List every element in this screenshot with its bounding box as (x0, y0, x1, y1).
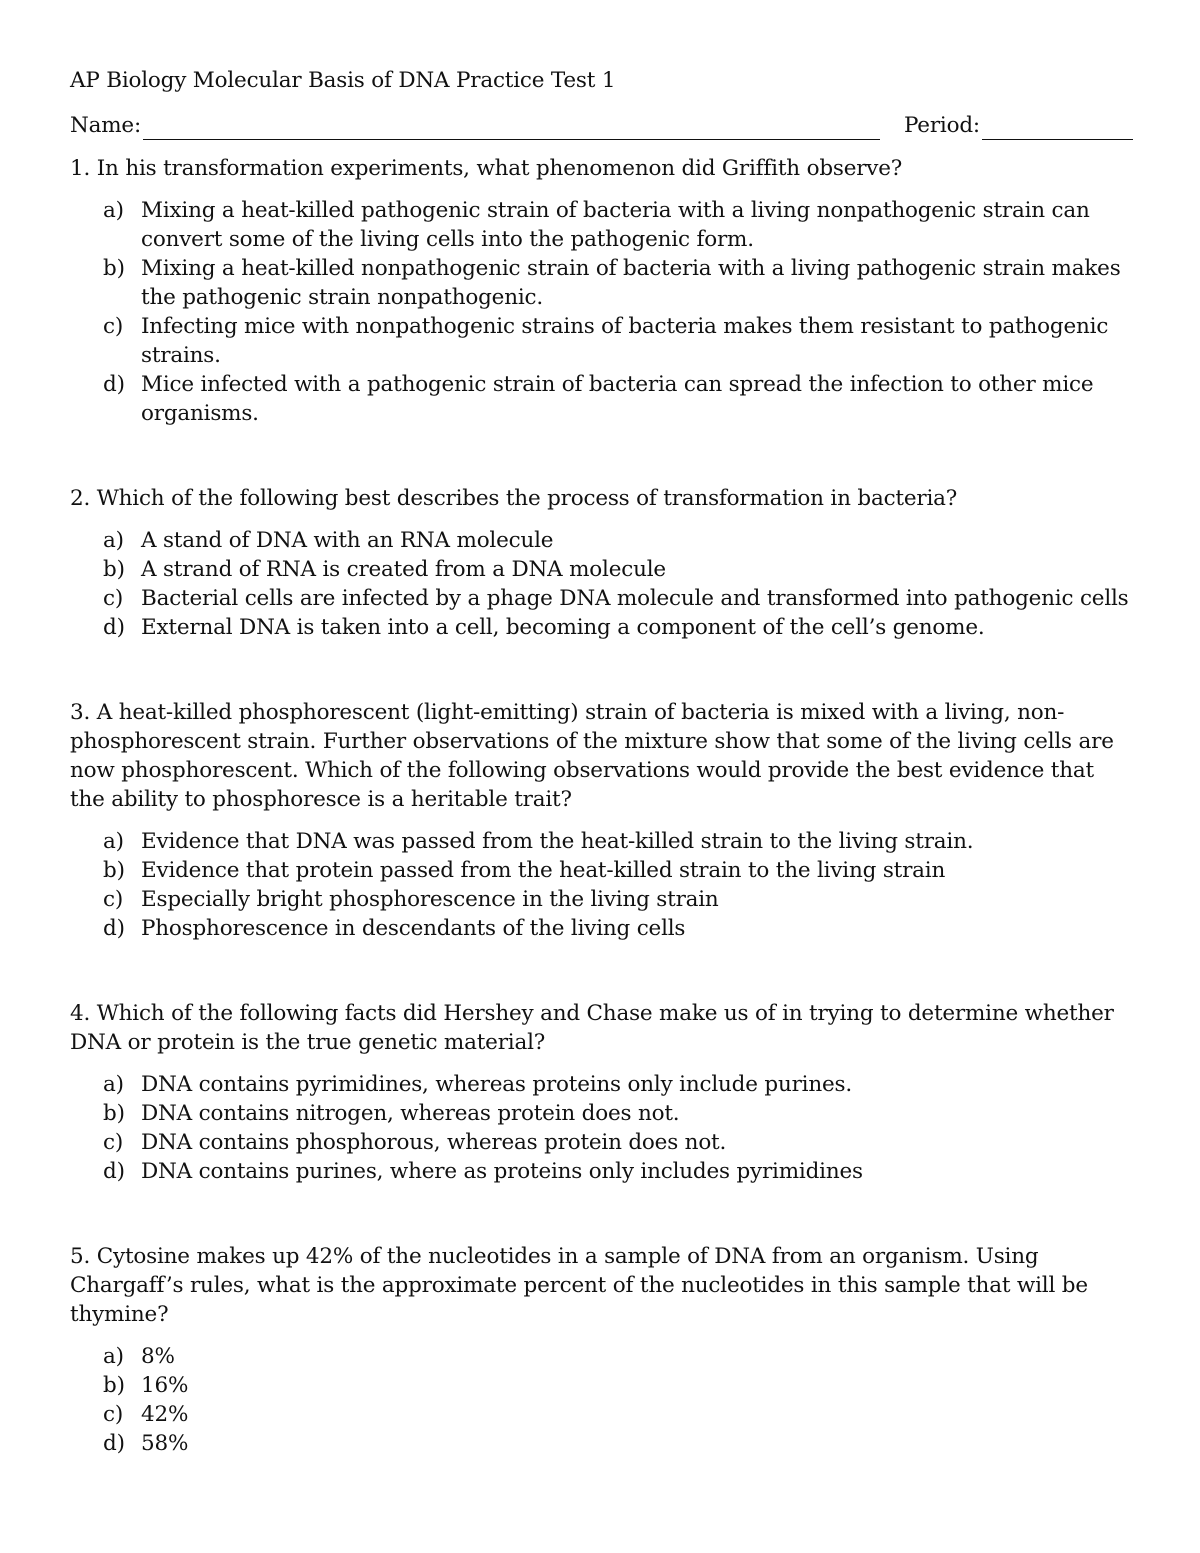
answer-option[interactable] (103, 1342, 1135, 1371)
option-letter: c) (103, 1402, 124, 1427)
option-text: 58% (141, 1431, 189, 1456)
option-letter: d) (103, 1431, 125, 1456)
spacer (70, 943, 1135, 999)
option-text: Bacterial cells are infected by a phage DNA molecule and transformed into pathogenic cells (141, 586, 1129, 611)
option-letter: a) (103, 528, 124, 553)
answer-option[interactable] (103, 856, 1135, 885)
question-text: 3. A heat-killed phosphorescent (light-emitting) strain of bacteria is mixed with a living, non-phosphorescent strain. Further observations of the mixture show that some of the living cells are now phosphorescent. Which of the following observations would provide the best evidence that the ability to phosphoresce is a heritable trait? (70, 700, 1114, 812)
option-text: Mixing a heat-killed nonpathogenic strain of bacteria with a living pathogenic strain makes the pathogenic strain nonpathogenic. (141, 256, 1121, 310)
question-text: 2. Which of the following best describes the process of transformation in bacteria? (70, 486, 958, 511)
option-letter: c) (103, 887, 124, 912)
answer-option[interactable] (103, 370, 1135, 428)
option-letter: d) (103, 1159, 125, 1184)
answer-option[interactable] (103, 254, 1135, 312)
option-text: DNA contains purines, where as proteins only includes pyrimidines (141, 1159, 863, 1184)
option-letter: b) (103, 1373, 125, 1398)
option-letter: a) (103, 1072, 124, 1097)
option-letter: b) (103, 557, 125, 582)
answer-option[interactable] (103, 885, 1135, 914)
option-text: 8% (141, 1344, 175, 1369)
option-text: A strand of RNA is created from a DNA molecule (141, 557, 666, 582)
answer-option[interactable] (103, 312, 1135, 370)
option-letter: d) (103, 372, 125, 397)
question-text: 1. In his transformation experiments, what phenomenon did Griffith observe? (70, 156, 903, 181)
spacer (70, 1186, 1135, 1242)
option-text: DNA contains phosphorous, whereas protein does not. (141, 1130, 727, 1155)
option-letter: b) (103, 256, 125, 281)
answer-option[interactable] (103, 1128, 1135, 1157)
option-letter: a) (103, 198, 124, 223)
test-page (70, 66, 1135, 1458)
answer-options (70, 1070, 1135, 1186)
option-text: DNA contains pyrimidines, whereas proteins only include purines. (141, 1072, 852, 1097)
question-2 (70, 484, 1135, 642)
option-text: Especially bright phosphorescence in the living strain (141, 887, 719, 912)
answer-option[interactable] (103, 526, 1135, 555)
option-letter: b) (103, 858, 125, 883)
option-text: Evidence that DNA was passed from the heat-killed strain to the living strain. (141, 829, 974, 854)
answer-option[interactable] (103, 1371, 1135, 1400)
answer-option[interactable] (103, 1099, 1135, 1128)
option-letter: b) (103, 1101, 125, 1126)
option-text: A stand of DNA with an RNA molecule (141, 528, 554, 553)
answer-option[interactable] (103, 196, 1135, 254)
option-text: Mice infected with a pathogenic strain of bacteria can spread the infection to other mice organisms. (141, 372, 1094, 426)
spacer (70, 428, 1135, 484)
option-text: DNA contains nitrogen, whereas protein does not. (141, 1101, 680, 1126)
option-letter: c) (103, 1130, 124, 1155)
name-blank[interactable] (143, 117, 880, 140)
name-period-row (70, 111, 1135, 140)
option-text: External DNA is taken into a cell, becoming a component of the cell’s genome. (141, 615, 985, 640)
period-blank[interactable] (982, 117, 1133, 140)
answer-options (70, 827, 1135, 943)
option-text: Mixing a heat-killed pathogenic strain of bacteria with a living nonpathogenic strain can convert some of the living cells into the pathogenic form. (141, 198, 1090, 252)
answer-options (70, 196, 1135, 428)
question-3 (70, 698, 1135, 943)
period-label: Period: (904, 113, 980, 138)
option-text: Evidence that protein passed from the heat-killed strain to the living strain (141, 858, 946, 883)
option-text: Infecting mice with nonpathogenic strains of bacteria makes them resistant to pathogenic strains. (141, 314, 1109, 368)
answer-option[interactable] (103, 1400, 1135, 1429)
answer-option[interactable] (103, 584, 1135, 613)
option-letter: a) (103, 1344, 124, 1369)
name-label: Name: (70, 113, 141, 138)
answer-option[interactable] (103, 555, 1135, 584)
answer-option[interactable] (103, 1070, 1135, 1099)
answer-options (70, 1342, 1135, 1458)
option-text: Phosphorescence in descendants of the living cells (141, 916, 686, 941)
answer-option[interactable] (103, 1429, 1135, 1458)
answer-option[interactable] (103, 827, 1135, 856)
option-text: 16% (141, 1373, 189, 1398)
question-text: 5. Cytosine makes up 42% of the nucleotides in a sample of DNA from an organism. Using Chargaff’s rules, what is the approximate percent of the nucleotides in this sample that will be thymine? (70, 1244, 1088, 1327)
question-4 (70, 999, 1135, 1186)
answer-option[interactable] (103, 914, 1135, 943)
question-text: 4. Which of the following facts did Hershey and Chase make us of in trying to determine whether DNA or protein is the true genetic material? (70, 1001, 1114, 1055)
option-letter: c) (103, 586, 124, 611)
answer-options (70, 526, 1135, 642)
option-text: 42% (141, 1402, 189, 1427)
option-letter: d) (103, 916, 125, 941)
page-title: AP Biology Molecular Basis of DNA Practice Test 1 (70, 68, 616, 93)
question-1 (70, 154, 1135, 428)
option-letter: c) (103, 314, 124, 339)
answer-option[interactable] (103, 613, 1135, 642)
answer-option[interactable] (103, 1157, 1135, 1186)
question-5 (70, 1242, 1135, 1458)
option-letter: d) (103, 615, 125, 640)
spacer (70, 642, 1135, 698)
option-letter: a) (103, 829, 124, 854)
